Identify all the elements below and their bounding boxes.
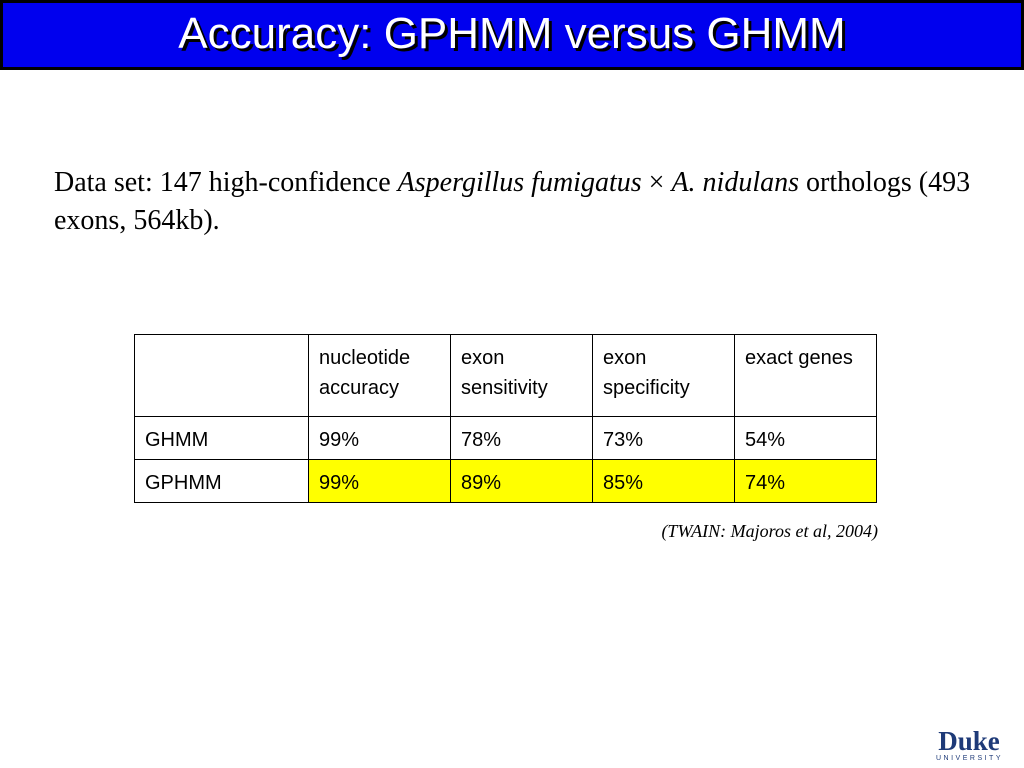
duke-university-logo: [936, 728, 1002, 763]
header-cell-nucleotide-accuracy: nucleotide accuracy: [309, 335, 451, 417]
table-cell: 99%: [309, 417, 451, 460]
header-cell-exon-sensitivity: exon sensitivity: [451, 335, 593, 417]
header-cell-exon-specificity: exon specificity: [593, 335, 735, 417]
table-row-ghmm: [135, 417, 877, 460]
highlighted-cell: 89%: [451, 460, 593, 503]
table-cell: 54%: [735, 417, 877, 460]
row-label: GPHMM: [135, 460, 309, 503]
logo-wordmark: Duke: [938, 726, 1000, 756]
times-symbol: ×: [641, 167, 672, 198]
dataset-prefix: Data set: 147 high-confidence: [54, 167, 398, 198]
table-cell: 73%: [593, 417, 735, 460]
row-label: GHMM: [135, 417, 309, 460]
title-bar: [0, 0, 1024, 70]
header-cell-exact-genes: exact genes: [735, 335, 877, 417]
header-cell-empty: [135, 335, 309, 417]
dataset-suffix: orthologs (493 exons, 564kb).: [54, 167, 971, 236]
highlighted-cell: 99%: [309, 460, 451, 503]
dataset-description: [54, 164, 984, 240]
logo-subtitle: UNIVERSITY: [936, 755, 1004, 762]
accuracy-table: [134, 334, 877, 503]
species-aspergillus-fumigatus: Aspergillus fumigatus: [397, 167, 642, 198]
table-row-gphmm: [135, 460, 877, 503]
highlighted-cell: 74%: [735, 460, 877, 503]
highlighted-cell: 85%: [593, 460, 735, 503]
table-cell: 78%: [451, 417, 593, 460]
species-aspergillus-nidulans: A. nidulans: [671, 167, 799, 198]
table-header-row: [135, 335, 877, 417]
citation: (TWAIN: Majoros et al, 2004): [661, 521, 878, 541]
slide-title: Accuracy: GPHMM versus GHMM: [178, 9, 846, 58]
